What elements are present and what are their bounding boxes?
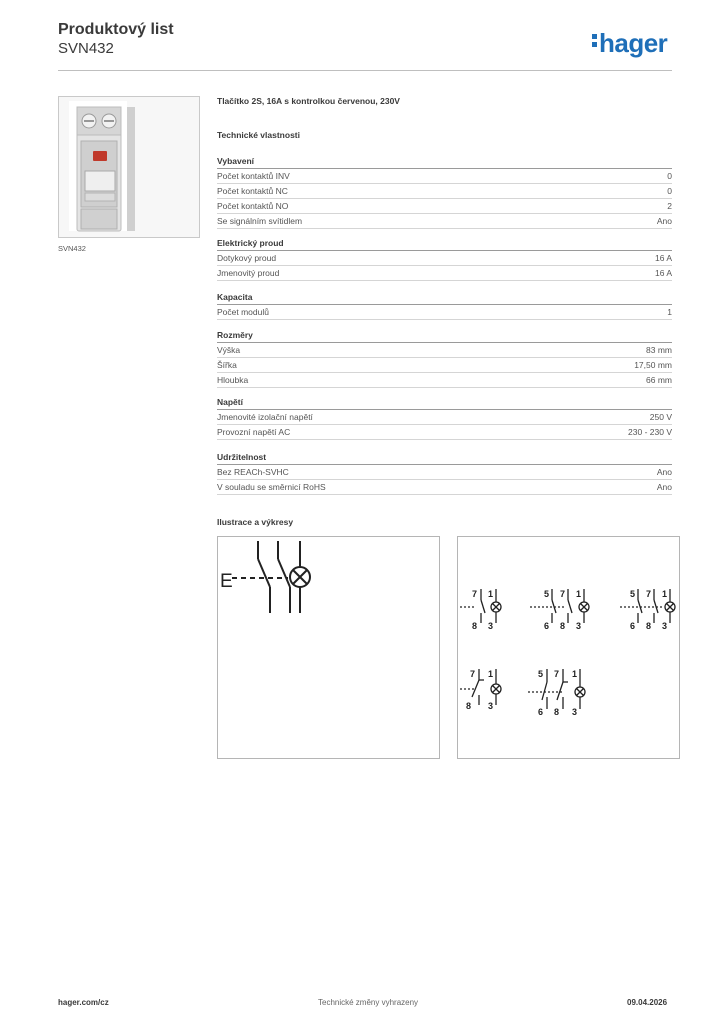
- svg-text:3: 3: [662, 621, 668, 631]
- product-code: SVN432: [58, 40, 114, 57]
- svg-text:6: 6: [544, 621, 550, 631]
- spec-row: [217, 410, 672, 425]
- wiring-diagrams-frame: [457, 536, 680, 759]
- spec-group-kapacita: [217, 290, 672, 320]
- svg-text:1: 1: [576, 589, 582, 599]
- spec-row: [217, 199, 672, 214]
- red-lamp: [93, 151, 107, 161]
- spec-label: V souladu se směrnicí RoHS: [217, 482, 326, 492]
- svg-text:3: 3: [488, 621, 494, 631]
- spec-label: Počet modulů: [217, 307, 269, 317]
- spec-group-vybaveni: [217, 154, 672, 229]
- spec-row: [217, 305, 672, 320]
- svg-text:3: 3: [576, 621, 582, 631]
- spec-label: Jmenovitý proud: [217, 268, 280, 278]
- spec-label: Provozní napětí AC: [217, 427, 291, 437]
- push-button-device-icon: [59, 97, 199, 237]
- spec-row: [217, 480, 672, 495]
- spec-row: [217, 266, 672, 281]
- svg-text:1: 1: [662, 589, 668, 599]
- footer-date: 09.04.2026: [627, 998, 668, 1007]
- spec-row: [217, 373, 672, 388]
- svg-text:8: 8: [472, 621, 478, 631]
- spec-group-napeti: [217, 395, 672, 440]
- svg-text:7: 7: [470, 669, 476, 679]
- circuit-symbol-diagram: [218, 537, 439, 758]
- spec-value: 0: [667, 186, 672, 196]
- spec-row: [217, 184, 672, 199]
- spec-label: Počet kontaktů NC: [217, 186, 288, 196]
- header-divider: [58, 70, 672, 71]
- spec-value: Ano: [656, 216, 672, 226]
- tech-section-title: Technické vlastnosti: [217, 130, 300, 140]
- svg-text:7: 7: [560, 589, 566, 599]
- spec-value: 66 mm: [646, 375, 672, 385]
- footer-website-link[interactable]: hager.com/cz: [58, 998, 109, 1007]
- wiring-diagrams: [458, 537, 679, 758]
- product-description: Tlačítko 2S, 16A s kontrolkou červenou, 230V: [217, 96, 400, 106]
- svg-text:8: 8: [554, 707, 560, 717]
- spec-value: 16 A: [654, 253, 672, 263]
- svg-text:3: 3: [572, 707, 578, 717]
- svg-text:1: 1: [488, 669, 494, 679]
- spec-value: 83 mm: [646, 345, 672, 355]
- spec-label: Dotykový proud: [217, 253, 277, 263]
- spec-value: 230 - 230 V: [628, 427, 672, 437]
- svg-text:6: 6: [538, 707, 544, 717]
- svg-text:7: 7: [554, 669, 560, 679]
- spec-row: [217, 251, 672, 266]
- spec-group-title: Rozměry: [217, 328, 672, 343]
- svg-text:7: 7: [472, 589, 478, 599]
- svg-text:8: 8: [646, 621, 652, 631]
- spec-label: Bez REACh-SVHC: [217, 467, 289, 477]
- spec-value: 1: [667, 307, 672, 317]
- spec-label: Počet kontaktů INV: [217, 171, 290, 181]
- spec-label: Šířka: [217, 360, 237, 370]
- svg-text:5: 5: [630, 589, 636, 599]
- svg-text:5: 5: [538, 669, 544, 679]
- wiring-diagram-4: [460, 669, 501, 711]
- spec-group-title: Elektrický proud: [217, 236, 672, 251]
- spec-label: Výška: [217, 345, 241, 355]
- spec-value: Ano: [656, 482, 672, 492]
- spec-row: [217, 425, 672, 440]
- spec-group-title: Napětí: [217, 395, 672, 410]
- spec-value: 250 V: [649, 412, 672, 422]
- wiring-diagram-5: [528, 669, 585, 717]
- footer-note: Technické změny vyhrazeny: [318, 998, 419, 1007]
- spec-value: 2: [667, 201, 672, 211]
- spec-label: Se signálním svítidlem: [217, 216, 303, 226]
- spec-group-title: Kapacita: [217, 290, 672, 305]
- spec-group-rozmery: [217, 328, 672, 388]
- logo-text: hager: [599, 28, 668, 58]
- hager-logo: [592, 28, 667, 59]
- image-caption: SVN432: [58, 244, 86, 253]
- logo-dots-icon: [592, 34, 597, 50]
- svg-text:6: 6: [630, 621, 636, 631]
- spec-row: [217, 465, 672, 480]
- spec-row: [217, 343, 672, 358]
- spec-label: Hloubka: [217, 375, 249, 385]
- spec-group-udrzitelnost: [217, 450, 672, 495]
- spec-group-title: Vybavení: [217, 154, 672, 169]
- spec-group-title: Udržitelnost: [217, 450, 672, 465]
- actuator-symbol: E: [220, 571, 233, 592]
- circuit-symbol-frame: [217, 536, 440, 759]
- spec-label: Jmenovité izolační napětí: [217, 412, 313, 422]
- wiring-diagram-1: [460, 589, 501, 631]
- wiring-diagram-2: [530, 589, 589, 631]
- wiring-diagram-3: [620, 589, 675, 631]
- spec-row: [217, 214, 672, 229]
- svg-text:3: 3: [488, 701, 494, 711]
- product-image: [58, 96, 200, 238]
- spec-value: 16 A: [654, 268, 672, 278]
- spec-row: [217, 358, 672, 373]
- svg-text:5: 5: [544, 589, 550, 599]
- page-title: Produktový list: [58, 21, 174, 38]
- illustrations-title: Ilustrace a výkresy: [217, 517, 294, 527]
- spec-group-elektricky-proud: [217, 236, 672, 281]
- svg-text:1: 1: [572, 669, 578, 679]
- spec-value: 0: [667, 171, 672, 181]
- svg-text:8: 8: [560, 621, 566, 631]
- svg-text:7: 7: [646, 589, 652, 599]
- spec-value: 17,50 mm: [634, 360, 672, 370]
- spec-row: [217, 169, 672, 184]
- svg-text:8: 8: [466, 701, 472, 711]
- spec-label: Počet kontaktů NO: [217, 201, 289, 211]
- spec-value: Ano: [656, 467, 672, 477]
- svg-text:1: 1: [488, 589, 494, 599]
